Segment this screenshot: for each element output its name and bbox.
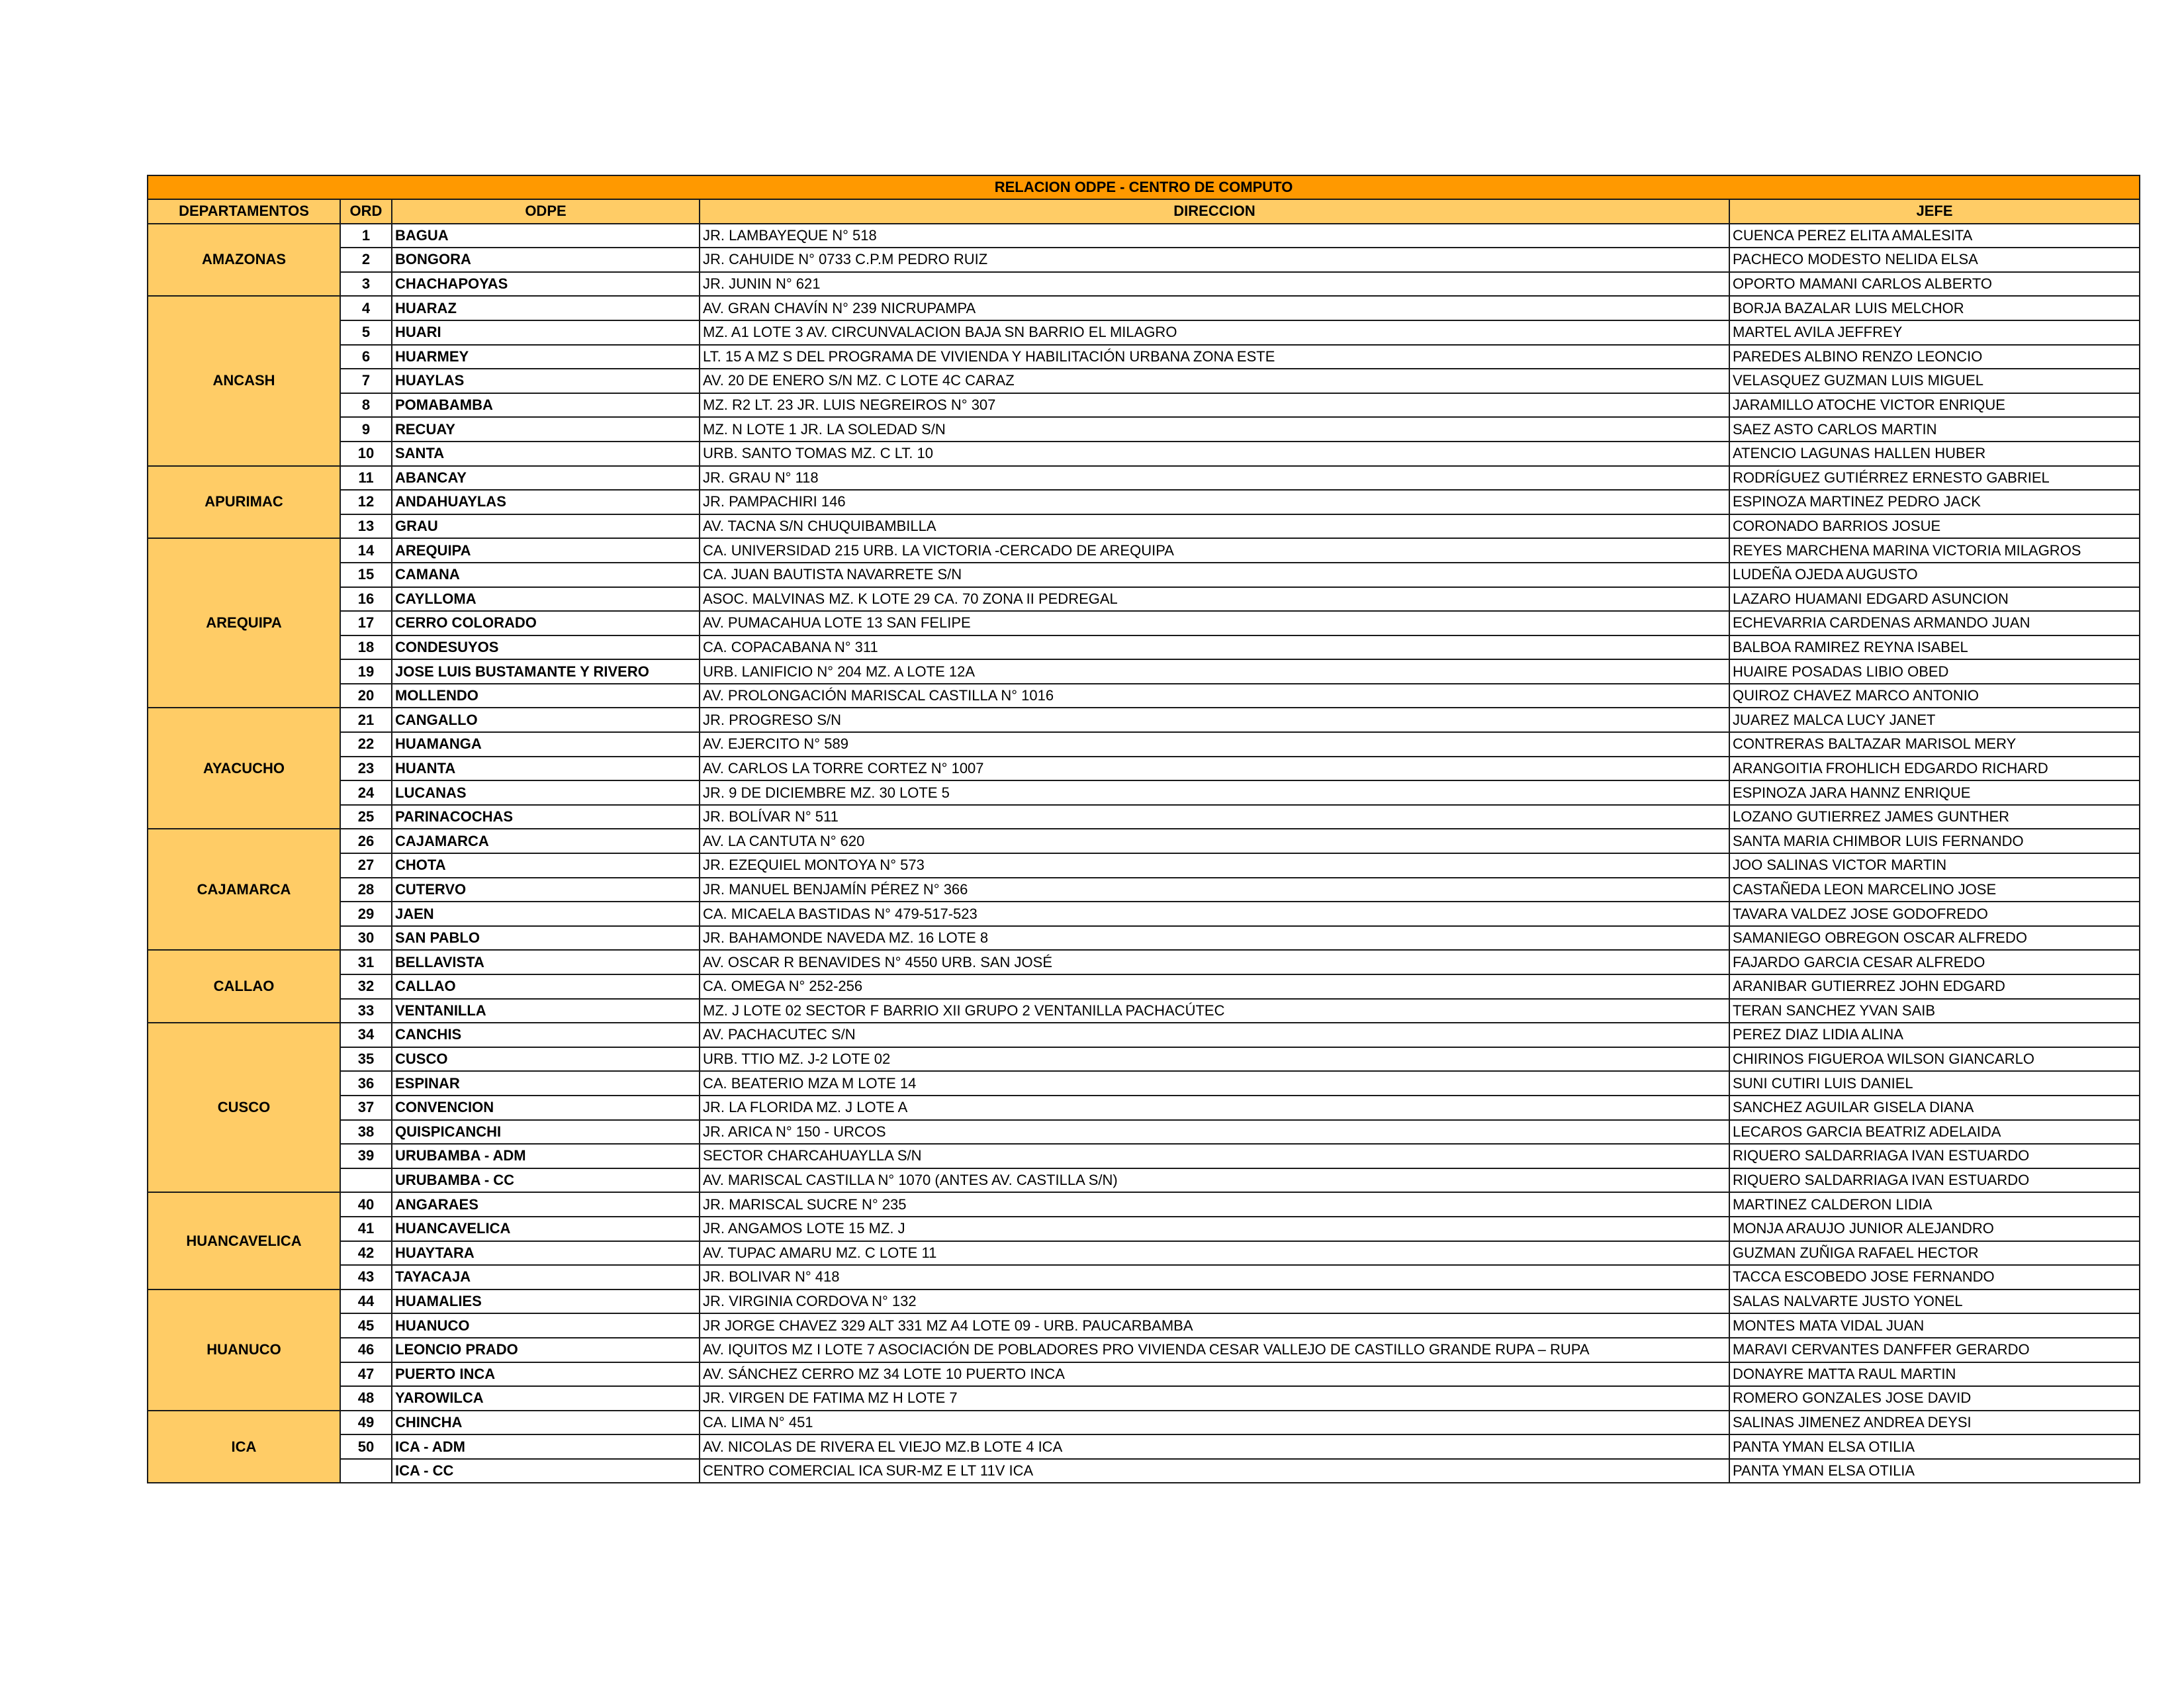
direccion-cell: JR. PAMPACHIRI 146 [700,490,1729,514]
ord-cell: 37 [340,1096,392,1120]
ord-cell: 48 [340,1386,392,1411]
direccion-cell: JR. ANGAMOS LOTE 15 MZ. J [700,1217,1729,1241]
odpe-cell: ESPINAR [392,1071,700,1096]
direccion-cell: JR. CAHUIDE N° 0733 C.P.M PEDRO RUIZ [700,248,1729,272]
direccion-cell: AV. MARISCAL CASTILLA N° 1070 (ANTES AV. CASTILLA S/N) [700,1168,1729,1193]
table-row [148,611,2140,635]
odpe-cell: BONGORA [392,248,700,272]
odpe-cell: QUISPICANCHI [392,1120,700,1145]
table-row [148,659,2140,684]
ord-cell: 34 [340,1023,392,1047]
ord-cell: 12 [340,490,392,514]
jefe-cell: REYES MARCHENA MARINA VICTORIA MILAGROS [1729,538,2140,563]
jefe-cell: MARAVI CERVANTES DANFFER GERARDO [1729,1338,2140,1362]
odpe-cell: VENTANILLA [392,999,700,1023]
table-row [148,538,2140,563]
odpe-cell: CHINCHA [392,1411,700,1435]
odpe-cell: CONDESUYOS [392,635,700,660]
table-row [148,1362,2140,1387]
table-row [148,1411,2140,1435]
jefe-cell: RIQUERO SALDARRIAGA IVAN ESTUARDO [1729,1144,2140,1168]
table-row [148,999,2140,1023]
jefe-cell: PANTA YMAN ELSA OTILIA [1729,1459,2140,1483]
ord-cell: 20 [340,684,392,708]
jefe-cell: MONJA ARAUJO JUNIOR ALEJANDRO [1729,1217,2140,1241]
ord-cell: 5 [340,320,392,345]
ord-cell: 26 [340,829,392,853]
table-row [148,732,2140,757]
department-cell: APURIMAC [148,466,340,539]
jefe-cell: RODRÍGUEZ GUTIÉRREZ ERNESTO GABRIEL [1729,466,2140,491]
direccion-cell: AV. TACNA S/N CHUQUIBAMBILLA [700,514,1729,539]
table-row [148,974,2140,999]
direccion-cell: AV. OSCAR R BENAVIDES N° 4550 URB. SAN JOSÉ [700,950,1729,974]
table-row [148,345,2140,369]
odpe-cell: JOSE LUIS BUSTAMANTE Y RIVERO [392,659,700,684]
ord-cell: 36 [340,1071,392,1096]
jefe-cell: RIQUERO SALDARRIAGA IVAN ESTUARDO [1729,1168,2140,1193]
jefe-cell: PACHECO MODESTO NELIDA ELSA [1729,248,2140,272]
table-row [148,1313,2140,1338]
jefe-cell: QUIROZ CHAVEZ MARCO ANTONIO [1729,684,2140,708]
jefe-cell: BORJA BAZALAR LUIS MELCHOR [1729,296,2140,320]
jefe-cell: VELASQUEZ GUZMAN LUIS MIGUEL [1729,369,2140,393]
table-row [148,563,2140,587]
jefe-cell: CORONADO BARRIOS JOSUE [1729,514,2140,539]
table-row [148,1096,2140,1120]
ord-cell: 10 [340,442,392,466]
odpe-cell: TAYACAJA [392,1265,700,1289]
direccion-cell: JR JORGE CHAVEZ 329 ALT 331 MZ A4 LOTE 09 - URB. PAUCARBAMBA [700,1313,1729,1338]
jefe-cell: ESPINOZA JARA HANNZ ENRIQUE [1729,780,2140,805]
direccion-cell: AV. 20 DE ENERO S/N MZ. C LOTE 4C CARAZ [700,369,1729,393]
odpe-cell: AREQUIPA [392,538,700,563]
odpe-cell: ABANCAY [392,466,700,491]
jefe-cell: DONAYRE MATTA RAUL MARTIN [1729,1362,2140,1387]
direccion-cell: URB. SANTO TOMAS MZ. C LT. 10 [700,442,1729,466]
jefe-cell: MARTEL AVILA JEFFREY [1729,320,2140,345]
direccion-cell: JR. MANUEL BENJAMÍN PÉREZ N° 366 [700,878,1729,902]
jefe-cell: JUAREZ MALCA LUCY JANET [1729,708,2140,732]
odpe-cell: ANGARAES [392,1192,700,1217]
odpe-cell: CHACHAPOYAS [392,272,700,297]
ord-cell: 46 [340,1338,392,1362]
direccion-cell: JR. ARICA N° 150 - URCOS [700,1120,1729,1145]
ord-cell: 49 [340,1411,392,1435]
table-row [148,320,2140,345]
ord-cell: 23 [340,757,392,781]
odpe-cell: RECUAY [392,417,700,442]
odpe-cell: CALLAO [392,974,700,999]
direccion-cell: ASOC. MALVINAS MZ. K LOTE 29 CA. 70 ZONA II PEDREGAL [700,587,1729,612]
direccion-cell: JR. LAMBAYEQUE N° 518 [700,224,1729,248]
odpe-cell: CAJAMARCA [392,829,700,853]
odpe-cell: PUERTO INCA [392,1362,700,1387]
direccion-cell: JR. EZEQUIEL MONTOYA N° 573 [700,853,1729,878]
department-cell: HUANUCO [148,1289,340,1411]
ord-cell: 32 [340,974,392,999]
odpe-cell: GRAU [392,514,700,539]
table-title: RELACION ODPE - CENTRO DE COMPUTO [148,175,2140,199]
odpe-cell: HUANCAVELICA [392,1217,700,1241]
ord-cell [340,1168,392,1193]
ord-cell: 44 [340,1289,392,1314]
direccion-cell: CA. MICAELA BASTIDAS N° 479-517-523 [700,902,1729,926]
ord-cell: 19 [340,659,392,684]
direccion-cell: AV. NICOLAS DE RIVERA EL VIEJO MZ.B LOTE 4 ICA [700,1434,1729,1459]
direccion-cell: JR. BOLÍVAR N° 511 [700,805,1729,829]
direccion-cell: LT. 15 A MZ S DEL PROGRAMA DE VIVIENDA Y HABILITACIÓN URBANA ZONA ESTE [700,345,1729,369]
jefe-cell: SAEZ ASTO CARLOS MARTIN [1729,417,2140,442]
department-cell: AMAZONAS [148,224,340,297]
odpe-cell: BAGUA [392,224,700,248]
jefe-cell: TERAN SANCHEZ YVAN SAIB [1729,999,2140,1023]
ord-cell: 39 [340,1144,392,1168]
ord-cell: 16 [340,587,392,612]
department-cell: AYACUCHO [148,708,340,829]
ord-cell: 7 [340,369,392,393]
direccion-cell: CA. BEATERIO MZA M LOTE 14 [700,1071,1729,1096]
department-cell: CAJAMARCA [148,829,340,950]
direccion-cell: CA. OMEGA N° 252-256 [700,974,1729,999]
direccion-cell: AV. CARLOS LA TORRE CORTEZ N° 1007 [700,757,1729,781]
table-row [148,1217,2140,1241]
direccion-cell: JR. PROGRESO S/N [700,708,1729,732]
table-row [148,393,2140,418]
table-row [148,780,2140,805]
ord-cell: 15 [340,563,392,587]
jefe-cell: JOO SALINAS VICTOR MARTIN [1729,853,2140,878]
jefe-cell: HUAIRE POSADAS LIBIO OBED [1729,659,2140,684]
odpe-cell: JAEN [392,902,700,926]
ord-cell: 6 [340,345,392,369]
department-cell: ANCASH [148,296,340,465]
ord-cell: 45 [340,1313,392,1338]
odpe-cell: CUTERVO [392,878,700,902]
direccion-cell: URB. TTIO MZ. J-2 LOTE 02 [700,1047,1729,1072]
jefe-cell: TAVARA VALDEZ JOSE GODOFREDO [1729,902,2140,926]
jefe-cell: TACCA ESCOBEDO JOSE FERNANDO [1729,1265,2140,1289]
direccion-cell: AV. PUMACAHUA LOTE 13 SAN FELIPE [700,611,1729,635]
jefe-cell: LECAROS GARCIA BEATRIZ ADELAIDA [1729,1120,2140,1145]
table-row [148,757,2140,781]
ord-cell: 1 [340,224,392,248]
ord-cell: 30 [340,926,392,951]
odpe-cell: SANTA [392,442,700,466]
jefe-cell: SANCHEZ AGUILAR GISELA DIANA [1729,1096,2140,1120]
jefe-cell: CASTAÑEDA LEON MARCELINO JOSE [1729,878,2140,902]
direccion-cell: CA. LIMA N° 451 [700,1411,1729,1435]
odpe-cell: HUARMEY [392,345,700,369]
jefe-cell: FAJARDO GARCIA CESAR ALFREDO [1729,950,2140,974]
direccion-cell: URB. LANIFICIO N° 204 MZ. A LOTE 12A [700,659,1729,684]
table-row [148,1386,2140,1411]
jefe-cell: SUNI CUTIRI LUIS DANIEL [1729,1071,2140,1096]
table-row [148,1168,2140,1193]
ord-cell: 13 [340,514,392,539]
odpe-cell: LUCANAS [392,780,700,805]
jefe-cell: ESPINOZA MARTINEZ PEDRO JACK [1729,490,2140,514]
direccion-cell: SECTOR CHARCAHUAYLLA S/N [700,1144,1729,1168]
jefe-cell: SALAS NALVARTE JUSTO YONEL [1729,1289,2140,1314]
table-row [148,514,2140,539]
jefe-cell: PEREZ DIAZ LIDIA ALINA [1729,1023,2140,1047]
ord-cell: 42 [340,1241,392,1266]
table-row [148,1434,2140,1459]
table-row [148,635,2140,660]
table-row [148,466,2140,491]
jefe-cell: ARANIBAR GUTIERREZ JOHN EDGARD [1729,974,2140,999]
jefe-cell: ROMERO GONZALES JOSE DAVID [1729,1386,2140,1411]
odpe-cell: YAROWILCA [392,1386,700,1411]
ord-cell: 41 [340,1217,392,1241]
direccion-cell: MZ. R2 LT. 23 JR. LUIS NEGREIROS N° 307 [700,393,1729,418]
table-row [148,248,2140,272]
table-row [148,926,2140,951]
jefe-cell: MARTINEZ CALDERON LIDIA [1729,1192,2140,1217]
odpe-cell: HUAYTARA [392,1241,700,1266]
direccion-cell: MZ. A1 LOTE 3 AV. CIRCUNVALACION BAJA SN BARRIO EL MILAGRO [700,320,1729,345]
table-row [148,1144,2140,1168]
table-row [148,805,2140,829]
direccion-cell: AV. IQUITOS MZ I LOTE 7 ASOCIACIÓN DE POBLADORES PRO VIVIENDA CESAR VALLEJO DE CASTILLO GRANDE RUPA – RUPA [700,1338,1729,1362]
table-row [148,950,2140,974]
odpe-cell: URUBAMBA - CC [392,1168,700,1193]
jefe-cell: GUZMAN ZUÑIGA RAFAEL HECTOR [1729,1241,2140,1266]
table-row [148,417,2140,442]
header-row [148,199,2140,224]
ord-cell: 35 [340,1047,392,1072]
table-row [148,1071,2140,1096]
direccion-cell: MZ. J LOTE 02 SECTOR F BARRIO XII GRUPO 2 VENTANILLA PACHACÚTEC [700,999,1729,1023]
table-row [148,490,2140,514]
direccion-cell: AV. TUPAC AMARU MZ. C LOTE 11 [700,1241,1729,1266]
direccion-cell: CA. COPACABANA N° 311 [700,635,1729,660]
odpe-cell: HUAMALIES [392,1289,700,1314]
odpe-cell: HUAYLAS [392,369,700,393]
jefe-cell: LAZARO HUAMANI EDGARD ASUNCION [1729,587,2140,612]
table-row [148,1289,2140,1314]
odpe-cell: HUARI [392,320,700,345]
odpe-cell: CERRO COLORADO [392,611,700,635]
jefe-cell: PANTA YMAN ELSA OTILIA [1729,1434,2140,1459]
jefe-cell: ATENCIO LAGUNAS HALLEN HUBER [1729,442,2140,466]
ord-cell: 47 [340,1362,392,1387]
ord-cell: 18 [340,635,392,660]
jefe-cell: CUENCA PEREZ ELITA AMALESITA [1729,224,2140,248]
odpe-cell: BELLAVISTA [392,950,700,974]
ord-cell: 33 [340,999,392,1023]
department-cell: CALLAO [148,950,340,1023]
jefe-cell: SALINAS JIMENEZ ANDREA DEYSI [1729,1411,2140,1435]
direccion-cell: JR. BAHAMONDE NAVEDA MZ. 16 LOTE 8 [700,926,1729,951]
table-row [148,1265,2140,1289]
department-cell: AREQUIPA [148,538,340,708]
ord-cell: 27 [340,853,392,878]
ord-cell: 11 [340,466,392,491]
ord-cell: 38 [340,1120,392,1145]
odpe-cell: CANCHIS [392,1023,700,1047]
ord-cell [340,1459,392,1483]
table-row [148,1192,2140,1217]
ord-cell: 24 [340,780,392,805]
table-row [148,1023,2140,1047]
odpe-cell: ANDAHUAYLAS [392,490,700,514]
table-row [148,829,2140,853]
table-row [148,684,2140,708]
odpe-cell: CAMANA [392,563,700,587]
header-departamentos: DEPARTAMENTOS [148,199,340,224]
direccion-cell: AV. EJERCITO N° 589 [700,732,1729,757]
direccion-cell: JR. JUNIN N° 621 [700,272,1729,297]
table-row [148,1120,2140,1145]
jefe-cell: ECHEVARRIA CARDENAS ARMANDO JUAN [1729,611,2140,635]
table-row [148,1241,2140,1266]
jefe-cell: BALBOA RAMIREZ REYNA ISABEL [1729,635,2140,660]
header-ord: ORD [340,199,392,224]
ord-cell: 40 [340,1192,392,1217]
table-row [148,1338,2140,1362]
direccion-cell: JR. 9 DE DICIEMBRE MZ. 30 LOTE 5 [700,780,1729,805]
ord-cell: 8 [340,393,392,418]
table-body [148,224,2140,1483]
ord-cell: 50 [340,1434,392,1459]
odpe-cell: CUSCO [392,1047,700,1072]
header-direccion: DIRECCION [700,199,1729,224]
table-row [148,587,2140,612]
ord-cell: 4 [340,296,392,320]
ord-cell: 28 [340,878,392,902]
jefe-cell: ARANGOITIA FROHLICH EDGARDO RICHARD [1729,757,2140,781]
odpe-table [147,175,2140,1483]
odpe-cell: POMABAMBA [392,393,700,418]
jefe-cell: LUDEÑA OJEDA AUGUSTO [1729,563,2140,587]
direccion-cell: AV. SÁNCHEZ CERRO MZ 34 LOTE 10 PUERTO INCA [700,1362,1729,1387]
ord-cell: 3 [340,272,392,297]
ord-cell: 9 [340,417,392,442]
direccion-cell: CA. UNIVERSIDAD 215 URB. LA VICTORIA -CERCADO DE AREQUIPA [700,538,1729,563]
table-row [148,708,2140,732]
odpe-cell: HUANUCO [392,1313,700,1338]
ord-cell: 43 [340,1265,392,1289]
jefe-cell: JARAMILLO ATOCHE VICTOR ENRIQUE [1729,393,2140,418]
direccion-cell: JR. BOLIVAR N° 418 [700,1265,1729,1289]
ord-cell: 21 [340,708,392,732]
odpe-cell: CANGALLO [392,708,700,732]
odpe-cell: ICA - CC [392,1459,700,1483]
direccion-cell: CENTRO COMERCIAL ICA SUR-MZ E LT 11V ICA [700,1459,1729,1483]
odpe-cell: ICA - ADM [392,1434,700,1459]
jefe-cell: PAREDES ALBINO RENZO LEONCIO [1729,345,2140,369]
jefe-cell: LOZANO GUTIERREZ JAMES GUNTHER [1729,805,2140,829]
table-row [148,272,2140,297]
ord-cell: 17 [340,611,392,635]
direccion-cell: AV. LA CANTUTA N° 620 [700,829,1729,853]
department-cell: ICA [148,1411,340,1483]
odpe-cell: HUAMANGA [392,732,700,757]
department-cell: HUANCAVELICA [148,1192,340,1289]
odpe-cell: SAN PABLO [392,926,700,951]
table-row [148,296,2140,320]
department-cell: CUSCO [148,1023,340,1192]
odpe-cell: HUARAZ [392,296,700,320]
table-row [148,224,2140,248]
direccion-cell: JR. MARISCAL SUCRE N° 235 [700,1192,1729,1217]
table-row [148,902,2140,926]
ord-cell: 29 [340,902,392,926]
header-odpe: ODPE [392,199,700,224]
direccion-cell: JR. VIRGINIA CORDOVA N° 132 [700,1289,1729,1314]
table-row [148,1459,2140,1483]
table-row [148,369,2140,393]
ord-cell: 2 [340,248,392,272]
odpe-cell: CONVENCION [392,1096,700,1120]
odpe-cell: URUBAMBA - ADM [392,1144,700,1168]
direccion-cell: MZ. N LOTE 1 JR. LA SOLEDAD S/N [700,417,1729,442]
jefe-cell: CHIRINOS FIGUEROA WILSON GIANCARLO [1729,1047,2140,1072]
jefe-cell: OPORTO MAMANI CARLOS ALBERTO [1729,272,2140,297]
odpe-cell: CHOTA [392,853,700,878]
table-row [148,853,2140,878]
jefe-cell: MONTES MATA VIDAL JUAN [1729,1313,2140,1338]
table-row [148,442,2140,466]
direccion-cell: AV. PROLONGACIÓN MARISCAL CASTILLA N° 1016 [700,684,1729,708]
direccion-cell: JR. GRAU N° 118 [700,466,1729,491]
odpe-cell: PARINACOCHAS [392,805,700,829]
jefe-cell: CONTRERAS BALTAZAR MARISOL MERY [1729,732,2140,757]
odpe-cell: CAYLLOMA [392,587,700,612]
ord-cell: 14 [340,538,392,563]
ord-cell: 31 [340,950,392,974]
table-row [148,1047,2140,1072]
title-row [148,175,2140,199]
odpe-cell: HUANTA [392,757,700,781]
ord-cell: 25 [340,805,392,829]
jefe-cell: SANTA MARIA CHIMBOR LUIS FERNANDO [1729,829,2140,853]
direccion-cell: AV. PACHACUTEC S/N [700,1023,1729,1047]
direccion-cell: JR. VIRGEN DE FATIMA MZ H LOTE 7 [700,1386,1729,1411]
ord-cell: 22 [340,732,392,757]
table-row [148,878,2140,902]
header-jefe: JEFE [1729,199,2140,224]
odpe-cell: MOLLENDO [392,684,700,708]
direccion-cell: AV. GRAN CHAVÍN N° 239 NICRUPAMPA [700,296,1729,320]
jefe-cell: SAMANIEGO OBREGON OSCAR ALFREDO [1729,926,2140,951]
direccion-cell: JR. LA FLORIDA MZ. J LOTE A [700,1096,1729,1120]
odpe-cell: LEONCIO PRADO [392,1338,700,1362]
direccion-cell: CA. JUAN BAUTISTA NAVARRETE S/N [700,563,1729,587]
